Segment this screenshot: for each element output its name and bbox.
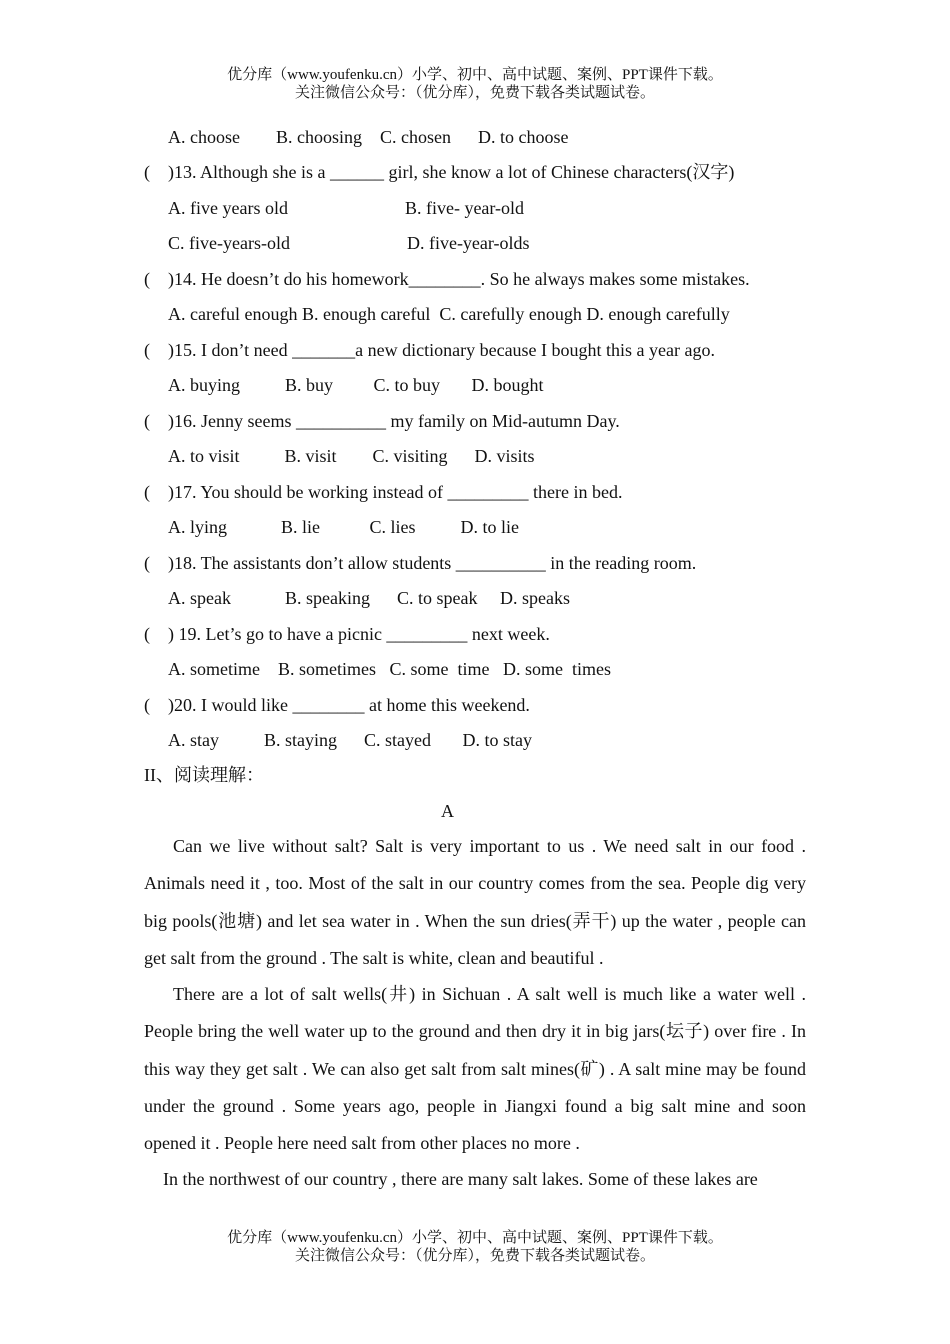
question-19-options: A. sometime B. sometimes C. some time D. some times [168,659,611,679]
question-18-options: A. speak B. speaking C. to speak D. speaks [168,588,570,608]
question-14: ( )14. He doesn’t do his homework________. So he always makes some mistakes. [144,269,750,289]
passage-paragraph-1: Can we live without salt? Salt is very important to us . We need salt in our food . Animals need it , too. Most of the salt in our country comes from the sea. People dig very big pools(池塘) and let sea water in . When the sun dries(弄干) up the water , people can get salt from the ground . The salt is white, clean and beautiful . [144,836,806,968]
question-18: ( )18. The assistants don’t allow students __________ in the reading room. [144,553,697,573]
question-15-options: A. buying B. buy C. to buy D. bought [168,375,544,395]
question-14-options: A. careful enough B. enough careful C. carefully enough D. enough carefully [168,304,730,324]
question-20-options: A. stay B. staying C. stayed D. to stay [168,730,532,750]
passage-title: A [441,801,454,821]
header-line-2: 关注微信公众号：（优分库），免费下载各类试题试卷。 [294,85,655,101]
question-15: ( )15. I don’t need _______a new dictionary because I bought this a year ago. [144,340,715,360]
question-13-options-ab: A. five years old B. five- year-old [168,198,525,218]
passage-paragraph-2: There are a lot of salt wells(井) in Sichuan . A salt well is much like a water well . People bring the well water up to the ground and then dry it in big jars(坛子) over fire . In this way they get salt . We can also get salt from salt mines(矿) . A salt mine may be found under the ground . Some years ago, people in Jiangxi found a big salt mine and soon opened it . People here need salt from other places no more . [144,984,806,1154]
header-line-1: 优分库（www.youfenku.cn）小学、初中、高中试题、案例、PPT课件下载。 [227,67,723,83]
page-footer [0,1229,950,1265]
question-17: ( )17. You should be working instead of _________ there in bed. [144,482,623,502]
footer-line-2: 关注微信公众号：（优分库），免费下载各类试题试卷。 [294,1248,655,1264]
question-20: ( )20. I would like ________ at home this weekend. [144,695,530,715]
question-12-options: A. choose B. choosing C. chosen D. to choose [168,127,569,147]
question-16: ( )16. Jenny seems __________ my family on Mid-autumn Day. [144,411,620,431]
section-heading-reading: II、阅读理解： [144,765,264,785]
passage-paragraph-3: In the northwest of our country , there are many salt lakes. Some of these lakes are [163,1169,758,1189]
footer-line-1: 优分库（www.youfenku.cn）小学、初中、高中试题、案例、PPT课件下载。 [227,1230,723,1246]
question-13-options-cd: C. five-years-old D. five-year-olds [168,233,530,253]
question-19: ( ) 19. Let’s go to have a picnic _________ next week. [144,624,550,644]
question-16-options: A. to visit B. visit C. visiting D. visits [168,446,535,466]
question-13: ( )13. Although she is a ______ girl, she know a lot of Chinese characters(汉字) [144,162,735,182]
question-17-options: A. lying B. lie C. lies D. to lie [168,517,519,537]
page-header [0,66,950,102]
